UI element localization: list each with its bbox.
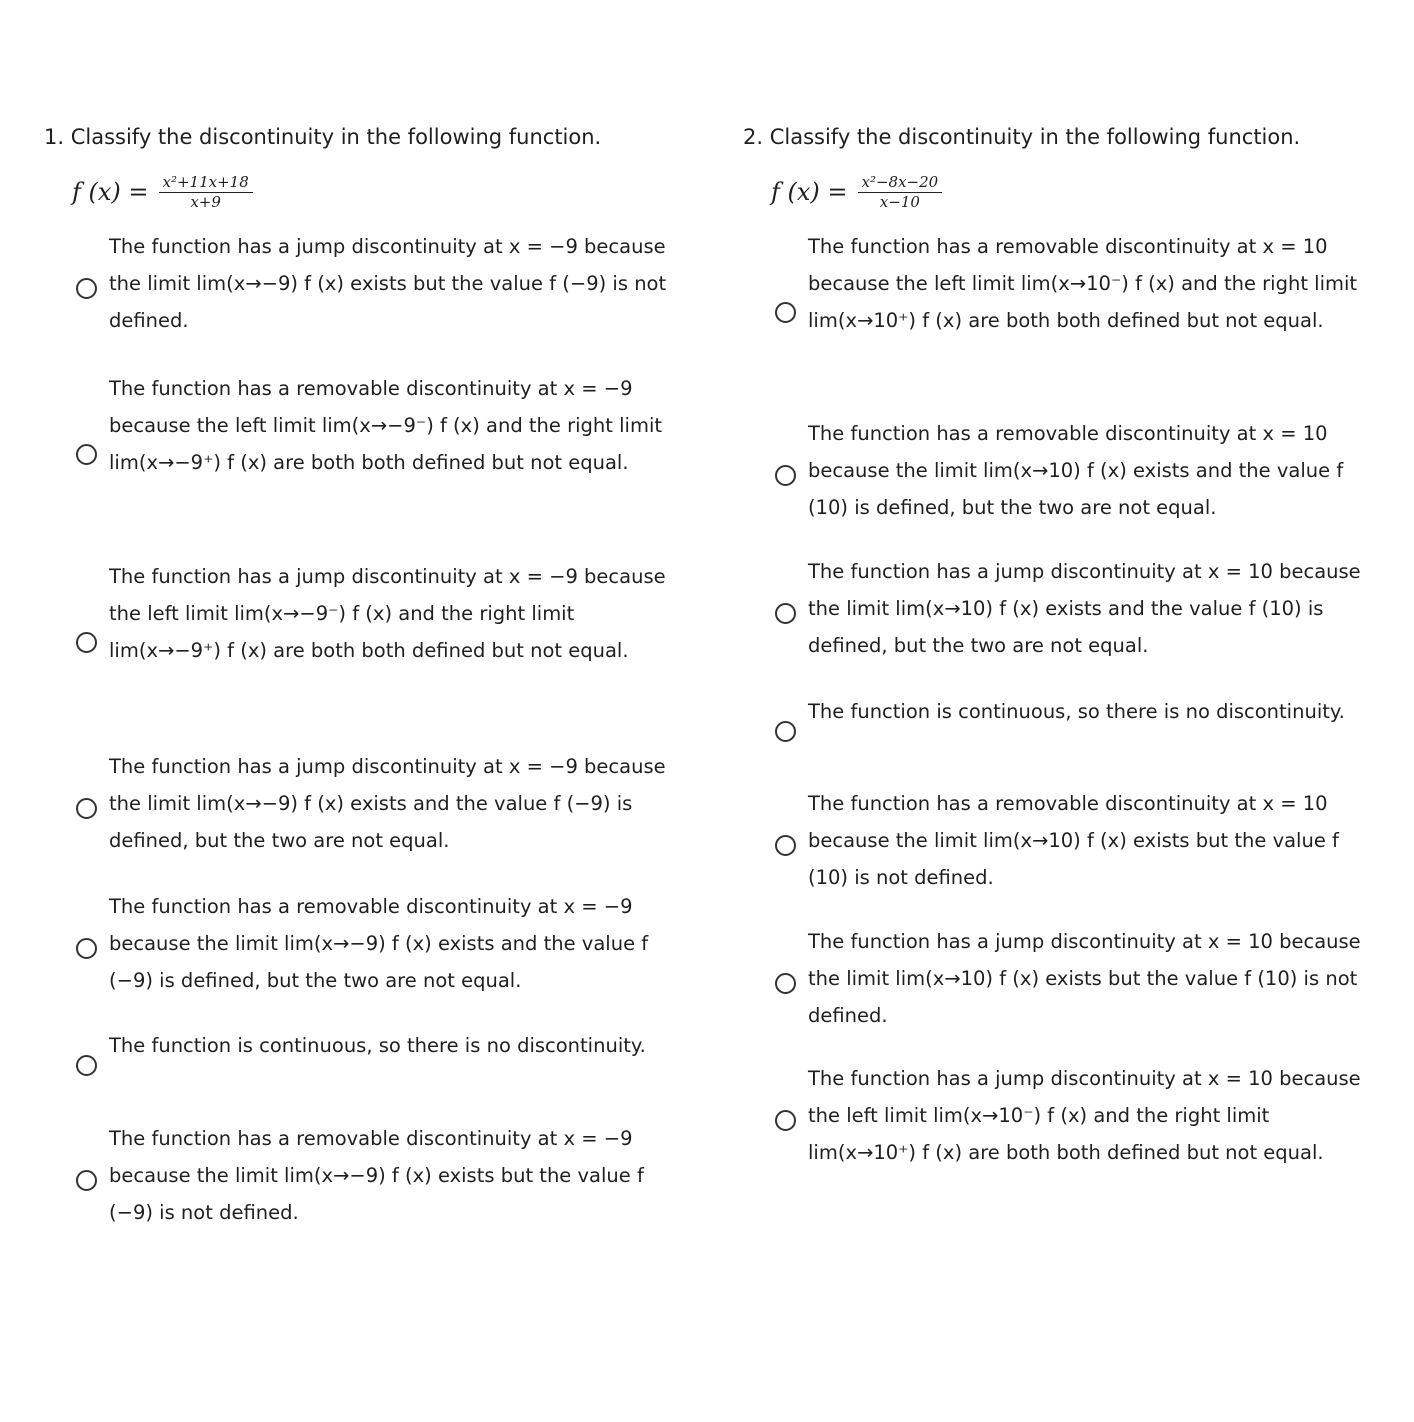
answer-option[interactable] xyxy=(743,923,1383,1041)
question-prompt: 2. Classify the discontinuity in the following function. xyxy=(743,125,1301,149)
formula-fraction xyxy=(159,174,253,211)
answer-option[interactable] xyxy=(743,785,1383,903)
answer-option[interactable] xyxy=(44,888,684,1006)
formula-lhs: f (x) = xyxy=(72,178,149,206)
answer-option[interactable] xyxy=(44,1027,684,1101)
radio-button[interactable] xyxy=(76,278,97,299)
question-1 xyxy=(44,120,684,1224)
question-prompt: 1. Classify the discontinuity in the following function. xyxy=(44,125,602,149)
answer-option[interactable] xyxy=(44,228,684,346)
radio-button[interactable] xyxy=(76,938,97,959)
formula-denominator: x−10 xyxy=(879,192,920,211)
radio-button[interactable] xyxy=(76,1055,97,1076)
formula-fraction xyxy=(858,174,943,211)
function-formula xyxy=(771,168,1383,216)
option-label: The function has a removable discontinuity at x = 10 because the left limit lim(x→10⁻) f (x) and the right limit lim(x→10⁺) f (x) are both both defined but not equal. xyxy=(808,235,1358,332)
question-2 xyxy=(743,120,1383,1164)
answer-option[interactable] xyxy=(44,1120,684,1238)
radio-button[interactable] xyxy=(775,465,796,486)
function-formula xyxy=(72,168,684,216)
formula-numerator: x²+11x+18 xyxy=(159,174,253,193)
answer-option[interactable] xyxy=(743,1060,1383,1178)
formula-numerator: x²−8x−20 xyxy=(858,174,943,193)
radio-button[interactable] xyxy=(775,1110,796,1131)
option-label: The function is continuous, so there is no discontinuity. xyxy=(109,1034,646,1057)
radio-button[interactable] xyxy=(76,798,97,819)
option-label: The function is continuous, so there is no discontinuity. xyxy=(808,700,1345,723)
radio-button[interactable] xyxy=(775,973,796,994)
option-label: The function has a removable discontinuity at x = −9 because the limit lim(x→−9) f (x) exists and the value f (−9) is defined, but the two are not equal. xyxy=(109,895,649,992)
answer-option[interactable] xyxy=(44,370,684,532)
radio-button[interactable] xyxy=(775,721,796,742)
radio-button[interactable] xyxy=(76,1170,97,1191)
formula-lhs: f (x) = xyxy=(771,178,848,206)
option-label: The function has a jump discontinuity at x = −9 because the limit lim(x→−9) f (x) exists but the value f (−9) is not defined. xyxy=(109,235,667,332)
option-label: The function has a jump discontinuity at x = −9 because the limit lim(x→−9) f (x) exists and the value f (−9) is defined, but the two are not equal. xyxy=(109,755,666,852)
option-label: The function has a jump discontinuity at x = −9 because the left limit lim(x→−9⁻) f (x) and the right limit lim(x→−9⁺) f (x) are both both defined but not equal. xyxy=(109,565,666,662)
radio-button[interactable] xyxy=(76,632,97,653)
answer-option[interactable] xyxy=(743,553,1383,671)
option-label: The function has a removable discontinuity at x = −9 because the limit lim(x→−9) f (x) exists but the value f (−9) is not defined. xyxy=(109,1127,644,1224)
option-label: The function has a jump discontinuity at x = 10 because the left limit lim(x→10⁻) f (x) and the right limit lim(x→10⁺) f (x) are both both defined but not equal. xyxy=(808,1067,1361,1164)
radio-button[interactable] xyxy=(775,835,796,856)
formula-denominator: x+9 xyxy=(190,192,221,211)
radio-button[interactable] xyxy=(775,603,796,624)
answer-option[interactable] xyxy=(743,228,1383,390)
answer-option[interactable] xyxy=(44,748,684,866)
option-label: The function has a jump discontinuity at x = 10 because the limit lim(x→10) f (x) exists but the value f (10) is not defined. xyxy=(808,930,1361,1027)
answer-option[interactable] xyxy=(44,558,684,720)
option-label: The function has a removable discontinuity at x = 10 because the limit lim(x→10) f (x) exists but the value f (10) is not defined. xyxy=(808,792,1339,889)
radio-button[interactable] xyxy=(76,444,97,465)
option-label: The function has a removable discontinuity at x = 10 because the limit lim(x→10) f (x) exists and the value f (10) is defined, but the two are not equal. xyxy=(808,422,1344,519)
option-label: The function has a jump discontinuity at x = 10 because the limit lim(x→10) f (x) exists and the value f (10) is defined, but the two are not equal. xyxy=(808,560,1361,657)
answer-option[interactable] xyxy=(743,415,1383,533)
radio-button[interactable] xyxy=(775,302,796,323)
answer-option[interactable] xyxy=(743,693,1383,767)
option-label: The function has a removable discontinuity at x = −9 because the left limit lim(x→−9⁻) f (x) and the right limit lim(x→−9⁺) f (x) are both both defined but not equal. xyxy=(109,377,663,474)
